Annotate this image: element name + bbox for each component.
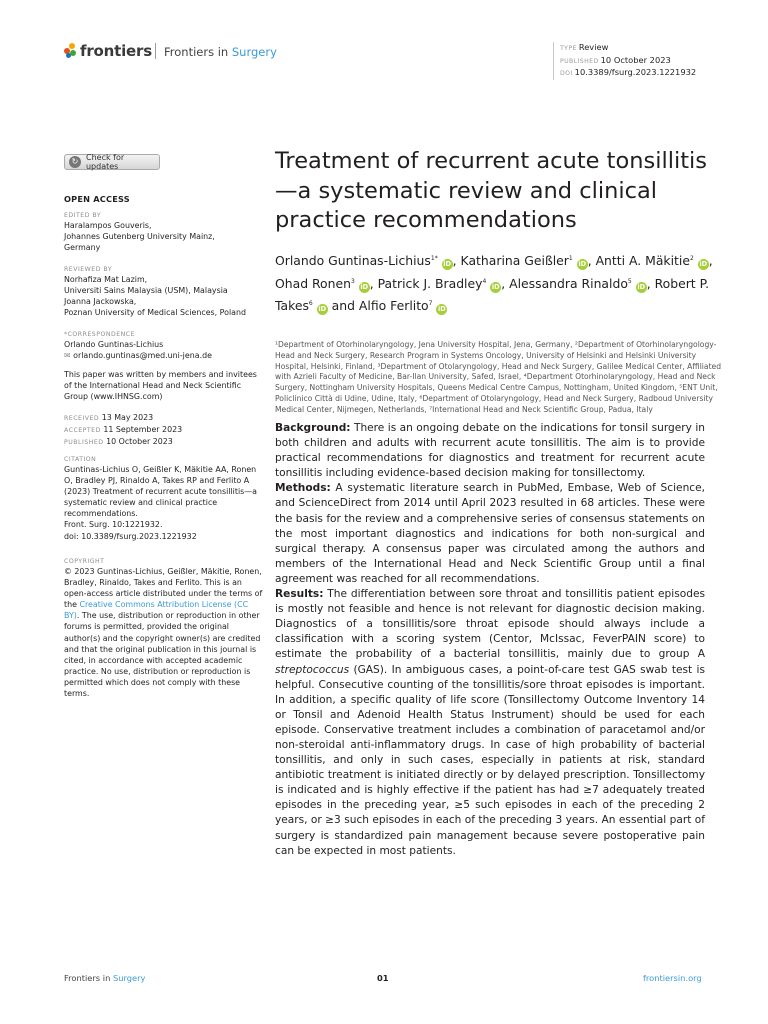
- journal-section: Surgery: [231, 45, 277, 59]
- author-affiliation-mark: 1*: [430, 255, 438, 262]
- edited-by: EDITED BY Haralampos Gouveris, Johannes Gutenberg University Mainz, Germany: [64, 212, 215, 253]
- author-affiliation-mark: 1: [568, 255, 573, 262]
- correspondence-name: Orlando Guntinas-Lichius: [64, 340, 164, 349]
- affiliations: ¹Department of Otorhinolaryngology, Jena University Hospital, Jena, Germany, ²Department of Otorhinolaryngology-Head and Neck Surgery, Research Program in Systems Oncology, University of Helsinki and Helsinki University Hospital, Helsinki, Finland, ³Department of Otolaryngology, Head and Neck Surgery, Galilee Medical Center, Affiliated with Azrieli Faculty of Medicine, Bar-Ilan University, Safed, Israel, ⁴Department Otorhinolaryngology, Head and Neck Surgery, Nottingham University Hospitals, Queens Medical Centre Campus, Nottingham, United Kingdom, ⁵ENT Unit, Policlinico Città di Udine, Udine, Italy, ⁶Department of Otolaryngology, Head and Neck Surgery, Radboud University Medical Center, Nijmegen, Netherlands, ⁷International Head and Neck Scientific Group, Padua, Italy: [275, 340, 722, 414]
- author[interactable]: [275, 276, 370, 291]
- author-name: Orlando Guntinas-Lichius: [275, 253, 431, 269]
- article-meta: [553, 42, 696, 80]
- citation-text: Guntinas-Lichius O, Geißler K, Mäkitie AA, Ronen O, Bradley PJ, Rinaldo A, Takes RP and Ferlito A (2023) Treatment of recurrent acute tonsillitis—a systematic review and clinical practice recommendations.: [64, 465, 257, 519]
- author-affiliation-mark: 2: [689, 255, 694, 262]
- citation: CITATION Guntinas-Lichius O, Geißler K, Mäkitie AA, Ronen O, Bradley PJ, Rinaldo A, Takes RP and Ferlito A (2023) Treatment of recurrent acute tonsillitis—a systematic review and clinical practice recommendations. Front. Surg. 10:1221932. doi: 10.3389/fsurg.2023.1221932: [64, 455, 264, 542]
- frontiers-logo-text: frontiers: [80, 42, 152, 60]
- footer-journal[interactable]: Frontiers in Surgery: [64, 973, 146, 983]
- author[interactable]: [378, 276, 502, 291]
- author-affiliation-mark: 7: [428, 300, 433, 308]
- meta-type: TYPE Review: [560, 42, 609, 52]
- frontiers-logo[interactable]: [64, 42, 152, 60]
- citation-journal: Front. Surg. 10:1221932.: [64, 520, 163, 530]
- abstract-methods: Methods: A systematic literature search in PubMed, Embase, Web of Science, and ScienceDirect from 2014 until April 2023 resulted in 68 articles. These were the basis for the review and a comprehensive series of consensus statements on the most important diagnostics and indications for both non-surgical and surgical therapy. A consensus paper was circulated among the authors and members of the International Head and Neck Scientific Group until a final agreement was reached for all recommendations.: [275, 482, 705, 585]
- author-name: Alfio Ferlito: [358, 298, 429, 314]
- orcid-icon[interactable]: iD: [360, 282, 369, 291]
- orcid-icon[interactable]: iD: [318, 305, 327, 314]
- author[interactable]: [359, 298, 448, 313]
- orcid-icon[interactable]: iD: [438, 305, 446, 314]
- ihnsg-note: This paper was written by members and invitees of the International Head and Neck Scientific Group (www.IHNSG.com): [64, 370, 257, 402]
- author[interactable]: [596, 253, 709, 268]
- author-list: Orlando Guntinas-Lichius$^{1*}$ iD , Katharina Geißler$^1$ iD , Antti A. Mäkitie$^2$ iD , Ohad Ronen$^3$ iD , Patrick J. Bradley$^4$ iD , Alessandra Rinaldo$^5$ iD , Robert P. Takes$^6$ iD and Alfio Ferlito$^7$ iD: [275, 253, 713, 314]
- cc-by-license-link[interactable]: Creative Commons Attribution License (CC BY): [64, 600, 249, 621]
- author-name: Alessandra Rinaldo: [509, 275, 628, 291]
- author-affiliation-mark: 6: [308, 300, 313, 308]
- copyright: COPYRIGHT © 2023 Guntinas-Lichius, Geißler, Mäkitie, Ronen, Bradley, Rinaldo, Takes and Ferlito. This is an open-access article distributed under the terms of the Creative Commons Attribution License (CC BY). The use, distribution or reproduction in other forums is permitted, provided the original author(s) and the copyright owner(s) are credited and that the original publication in this journal is cited, in accordance with accepted academic practice. No use, distribution or reproduction is permitted which does not comply with these terms.: [64, 558, 263, 699]
- author-name: Patrick J. Bradley: [377, 275, 483, 291]
- abstract: [275, 421, 705, 859]
- author-affiliation-mark: 4: [482, 277, 487, 285]
- refresh-icon: ↻: [69, 156, 81, 168]
- footer-site-link[interactable]: frontiersin.org: [643, 973, 702, 983]
- dates-block: RECEIVED 13 May 2023 ACCEPTED 11 September 2023 PUBLISHED 10 October 2023: [64, 413, 183, 447]
- orcid-icon[interactable]: iD: [443, 260, 452, 269]
- author[interactable]: [461, 253, 588, 268]
- author-name: Antti A. Mäkitie: [595, 253, 690, 269]
- author-affiliation-mark: 5: [627, 277, 632, 285]
- author-affiliation-mark: 3: [350, 277, 355, 285]
- author-name: Katharina Geißler: [460, 253, 569, 269]
- abstract-results: Results: The differentiation between sore throat and tonsillitis patient episodes is mostly not feasible and hence is not relevant for diagnostic decision making. Diagnostics of a tonsillitis/sore throat episode should always include a classification with a scoring system (Centor, McIssac, FeverPAIN score) to estimate the probability of a bacterial tonsillitis, mainly due to group A streptococcus (GAS). In ambiguous cases, a point-of-care test GAS swab test is helpful. Consecutive counting of the tonsillitis/sore throat episodes is important. In addition, a specific quality of life score (Tonsillectomy Outcome Inventory 14 or Tonsil and Adenoid Health Status Instrument) should be used for each episode. Conservative treatment includes a combination of paracetamol and/or non-steroidal anti-inflammatory drugs. In case of high probability of bacterial tonsillitis, and only in such cases, especially in patients at risk, standard antibiotic treatment is initiated directly or by delayed prescription. Tonsillectomy is indicated and is highly effective if the patient has had ≥7 adequately treated episodes in the preceding year, ≥5 such episodes in each of the preceding 2 years, or ≥3 such episodes in each of the preceding 3 years. An essential part of surgery is standardized pain management because severe postoperative pain can be expected in most patients.: [275, 588, 705, 857]
- journal-prefix: Frontiers in: [164, 45, 229, 59]
- open-access-label: OPEN ACCESS: [64, 194, 130, 204]
- correspondence: *CORRESPONDENCE Orlando Guntinas-Lichius ✉ orlando.guntinas@med.uni-jena.de: [64, 330, 264, 361]
- author-name: Robert P. Takes: [275, 275, 710, 314]
- article-title: Treatment of recurrent acute tonsillitis—a systematic review and clinical practice recommendations: [275, 148, 708, 233]
- correspondence-email-row[interactable]: [64, 350, 264, 361]
- meta-doi[interactable]: DOI 10.3389/fsurg.2023.1221932: [560, 67, 697, 77]
- check-updates-button[interactable]: [64, 154, 160, 170]
- meta-published: PUBLISHED 10 October 2023: [560, 54, 671, 65]
- author-name: Ohad Ronen: [275, 275, 351, 291]
- orcid-icon[interactable]: iD: [699, 260, 708, 269]
- correspondence-email: orlando.guntinas@med.uni-jena.de: [73, 351, 212, 361]
- header-divider: [155, 43, 156, 59]
- orcid-icon[interactable]: iD: [637, 282, 646, 291]
- author[interactable]: [275, 253, 453, 268]
- abstract-background: Background: There is an ongoing debate on the indications for tonsil surgery in both children and adults with recurrent acute tonsillitis. The aim is to provide practical recommendations for diagnostics and treatment for recurrent acute tonsillitis including evidence-based decision making for tonsillectomy.: [275, 422, 705, 480]
- author[interactable]: [509, 276, 647, 291]
- frontiers-logo-mark-icon: [64, 43, 77, 59]
- orcid-icon[interactable]: iD: [491, 282, 500, 291]
- page-number: 01: [377, 973, 389, 983]
- reviewed-by: REVIEWED BY Norhafiza Mat Lazim, Universiti Sains Malaysia (USM), Malaysia Joanna Jackowska, Poznan University of Medical Sciences, Poland: [64, 266, 247, 318]
- journal-name[interactable]: [164, 45, 277, 59]
- citation-doi[interactable]: doi: 10.3389/fsurg.2023.1221932: [64, 531, 197, 541]
- orcid-icon[interactable]: iD: [578, 260, 587, 269]
- envelope-icon: ✉: [64, 351, 71, 361]
- check-updates-label: Check for updates: [85, 153, 125, 171]
